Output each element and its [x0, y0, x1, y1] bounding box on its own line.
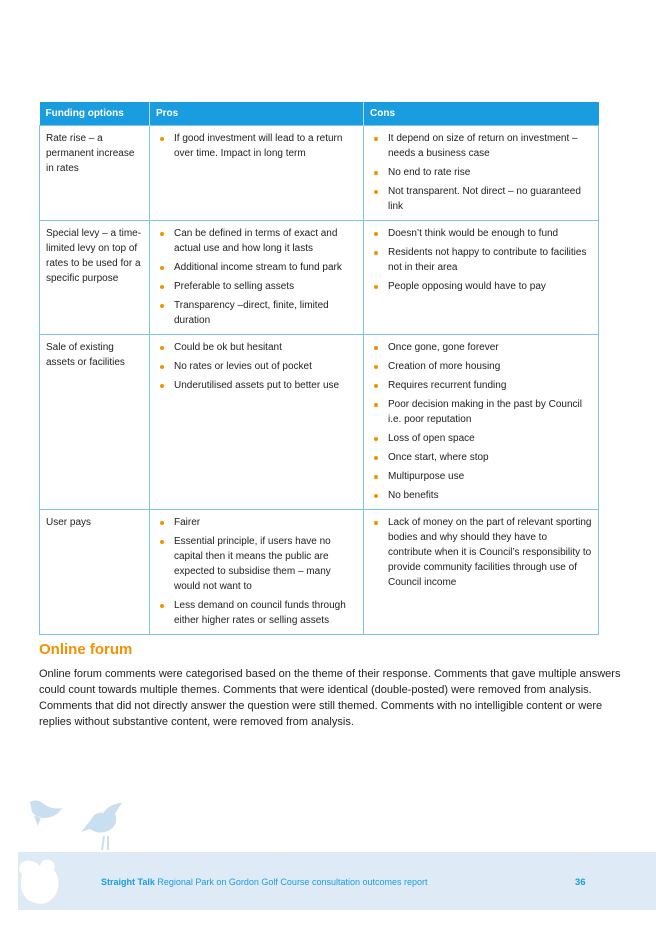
- list-item: Multipurpose use: [370, 469, 592, 484]
- list-item: It depend on size of return on investment – needs a business case: [370, 131, 592, 161]
- list-item: Preferable to selling assets: [156, 279, 357, 294]
- cons-cell: [364, 335, 599, 510]
- footer-title: [101, 877, 428, 887]
- list-item: Transparency –direct, finite, limited duration: [156, 298, 357, 328]
- table-row: [40, 335, 599, 510]
- table-header-row: [40, 102, 599, 126]
- funding-option-cell: Special levy – a time-limited levy on top of rates to be used for a specific purpose: [40, 221, 150, 335]
- cons-cell: [364, 126, 599, 221]
- table-row: [40, 126, 599, 221]
- header-cons: Cons: [364, 102, 599, 126]
- list-item: Could be ok but hesitant: [156, 340, 357, 355]
- cons-list: [370, 226, 592, 294]
- list-item: Fairer: [156, 515, 357, 530]
- bird-small-icon: [30, 800, 62, 826]
- cons-list: [370, 131, 592, 214]
- list-item: Creation of more housing: [370, 359, 592, 374]
- pros-list: [156, 340, 357, 393]
- funding-option-cell: Sale of existing assets or facilities: [40, 335, 150, 510]
- cons-list: [370, 340, 592, 503]
- list-item: Essential principle, if users have no capital then it means the public are expected to subsidise them – many would not want to: [156, 534, 357, 594]
- list-item: If good investment will lead to a return over time. Impact in long term: [156, 131, 357, 161]
- bird-large-icon: [19, 860, 59, 904]
- list-item: Not transparent. Not direct – no guaranteed link: [370, 184, 592, 214]
- list-item: Lack of money on the part of relevant sporting bodies and why should they have to contribute when it is Council’s responsibility to provide community facilities through use of Council income: [370, 515, 592, 590]
- list-item: Doesn’t think would be enough to fund: [370, 226, 592, 241]
- list-item: Once gone, gone forever: [370, 340, 592, 355]
- cons-list: [370, 515, 592, 590]
- footer-report-title: Regional Park on Gordon Golf Course consultation outcomes report: [157, 877, 428, 887]
- list-item: Less demand on council funds through either higher rates or selling assets: [156, 598, 357, 628]
- funding-option-cell: User pays: [40, 510, 150, 635]
- pros-cell: [150, 335, 364, 510]
- pros-list: [156, 131, 357, 161]
- list-item: Underutilised assets put to better use: [156, 378, 357, 393]
- list-item: Requires recurrent funding: [370, 378, 592, 393]
- list-item: People opposing would have to pay: [370, 279, 592, 294]
- pros-cell: [150, 126, 364, 221]
- list-item: Can be defined in terms of exact and actual use and how long it lasts: [156, 226, 357, 256]
- funding-option-cell: Rate rise – a permanent increase in rates: [40, 126, 150, 221]
- bird-perched-icon: [84, 804, 120, 850]
- table-row: [40, 510, 599, 635]
- section-title: Online forum: [39, 641, 133, 658]
- list-item: Once start, where stop: [370, 450, 592, 465]
- list-item: No benefits: [370, 488, 592, 503]
- list-item: Loss of open space: [370, 431, 592, 446]
- cons-cell: [364, 510, 599, 635]
- list-item: No rates or levies out of pocket: [156, 359, 357, 374]
- pros-list: [156, 515, 357, 628]
- page-number: 36: [575, 877, 586, 888]
- table-row: [40, 221, 599, 335]
- section-body: Online forum comments were categorised based on the theme of their response. Comments that gave multiple answers could count towards multiple themes. Comments that were identical (double-posted) were removed from analysis. Comments that did not directly answer the question were still themed. Comments with no intelligible content or were replies without substantive content, were removed from analysis.: [39, 668, 621, 728]
- list-item: Residents not happy to contribute to facilities not in their area: [370, 245, 592, 275]
- list-item: Poor decision making in the past by Council i.e. poor reputation: [370, 397, 592, 427]
- pros-list: [156, 226, 357, 328]
- birds-illustration: [0, 780, 200, 910]
- header-pros: Pros: [150, 102, 364, 126]
- funding-options-table: [39, 102, 599, 635]
- list-item: Additional income stream to fund park: [156, 260, 357, 275]
- cons-cell: [364, 221, 599, 335]
- pros-cell: [150, 510, 364, 635]
- footer-brand: Straight Talk: [101, 877, 155, 887]
- list-item: No end to rate rise: [370, 165, 592, 180]
- header-funding-options: Funding options: [40, 102, 150, 126]
- pros-cell: [150, 221, 364, 335]
